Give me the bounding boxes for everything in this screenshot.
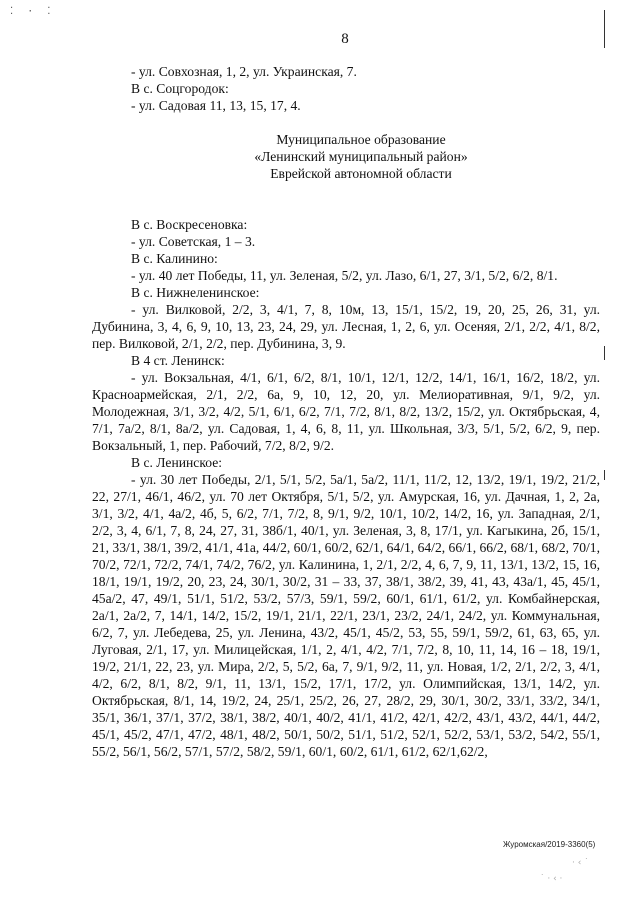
section-heading [92, 131, 600, 182]
page-number: 8 [341, 31, 349, 47]
heading-line: Муниципальное образование [276, 132, 446, 147]
heading-line: «Ленинский муниципальный район» [254, 149, 468, 164]
spacer [92, 182, 600, 199]
document-code: Журомская/2019-3360(5) [503, 840, 596, 849]
village-title: В с. Калинино: [131, 251, 218, 266]
scan-artifact: ⁚ · ⁚ [10, 6, 55, 17]
scan-artifact: ˙ · ‹ · [540, 874, 563, 884]
scan-artifact: · ‹ ˙ [572, 858, 589, 868]
text-line: В с. Соцгородок: [131, 81, 229, 96]
scan-edge-line [604, 470, 605, 480]
village-title: В с. Ленинское: [131, 455, 223, 470]
heading-line: Еврейской автономной области [270, 166, 452, 181]
document-body [92, 63, 600, 760]
text-line: - ул. Совхозная, 1, 2, ул. Украинская, 7. [131, 64, 357, 79]
street-list: - ул. Вокзальная, 4/1, 6/1, 6/2, 8/1, 10/1, 12/1, 12/2, 14/1, 16/1, 16/2, 18/2, ул. Красноармейская, 2/1, 2/2, 6а, 9, 10, 12, 20, ул. Мелиоративная, 9/1, 9/2, ул. Молодежная, 3/1, 3/2, 4/2, 5/1, 6/1, 6/2, 7/1, 7/2, 8/1, 8/2, 13/2, 15/2, ул. Октябрьская, 4, 7/1, 7а/2, 8/1, 8а/2, ул. Садовая, 1, 4, 6, 8, 11, ул. Школьная, 3/3, 5/1, 5/2, 6/2, 9, пер. Вокзальный, 1, пер. Рабочий, 7/2, 8/2, 9/2. [92, 370, 600, 453]
village-title: В с. Воскресеновка: [131, 217, 248, 232]
text-line: - ул. Садовая 11, 13, 15, 17, 4. [131, 98, 301, 113]
spacer [92, 199, 600, 216]
village-title: В с. Нижнеленинское: [131, 285, 260, 300]
street-list: - ул. 40 лет Победы, 11, ул. Зеленая, 5/2, ул. Лазо, 6/1, 27, 3/1, 5/2, 6/2, 8/1. [131, 268, 558, 283]
street-list: - ул. Советская, 1 – 3. [131, 234, 256, 249]
street-list: - ул. Вилковой, 2/2, 3, 4/1, 7, 8, 10м, 13, 15/1, 15/2, 19, 20, 25, 26, 31, ул. Дубинина, 3, 4, 6, 9, 10, 13, 23, 24, 29, ул. Лесная, 1, 2, 6, ул. Осеняя, 2/1, 2/2, 4/1, 8/2, пер. Вилковой, 2/1, 2/2, пер. Дубинина, 3, 9. [92, 302, 600, 351]
street-list: - ул. 30 лет Победы, 2/1, 5/1, 5/2, 5а/1, 5а/2, 11/1, 11/2, 12, 13/2, 19/1, 19/2, 21/2, 22, 27/1, 46/1, 46/2, ул. 70 лет Октября, 5/1, 5/2, ул. Амурская, 16, ул. Дачная, 1, 2, 2а, 3/1, 3/2, 4/1, 4а/2, 4б, 5, 6/2, 7/1, 7/2, 8, 9/1, 9/2, 10/1, 10/2, 14/2, 16, ул. Западная, 2/1, 2/2, 3, 4, 6/1, 7, 8, 24, 27, 31, 38б/1, 40/1, ул. Зеленая, 3, 8, 17/1, ул. Кагыкина, 2б, 15/1, 21, 33/1, 38/1, 39/2, 41/1, 41а, 44/2, 60/1, 60/2, 62/1, 64/1, 64/2, 66/1, 66/2, 68/1, 68/2, 70/1, 70/2, 72/1, 72/2, 74/1, 74/2, 76/2, ул. Калинина, 1, 2/1, 2/2, 4, 6, 7, 9, 11, 13/1, 13/2, 15, 16, 18/1, 19/1, 19/2, 20, 23, 24, 30/1, 30/2, 31 – 33, 37, 38/1, 38/2, 39, 41, 43, 43а/1, 45, 45/1, 45а/2, 47, 49/1, 51/1, 51/2, 53/2, 57/3, 59/1, 59/2, 60/1, 61/1, 61/2, ул. Комбайнерская, 2а/1, 2а/2, 7, 14/1, 14/2, 15/2, 19/1, 21/1, 22/1, 23/1, 23/2, 24/1, 24/2, ул. Коммунальная, 6/2, 7, ул. Лебедева, 25, ул. Ленина, 43/2, 45/1, 45/2, 53, 55, 59/1, 59/2, 61, 63, 65, ул. Луговая, 2/1, 17, ул. Милицейская, 1/1, 2, 4/1, 4/2, 7/1, 7/2, 8, 10, 11, 14, 16 – 18, 19/1, 19/2, 21/1, 22, 23, ул. Мира, 2/2, 5, 5/2, 6а, 7, 9/1, 9/2, 11, ул. Новая, 1/2, 2/1, 2/2, 3, 4/1, 4/2, 6/2, 8/1, 8/2, 9/1, 11, 13/1, 15/2, 17/1, 17/2, ул. Олимпийская, 13/1, 14/2, ул. Октябрьская, 8/1, 14, 19/2, 24, 25/1, 25/2, 26, 27, 28/2, 29, 30/1, 30/2, 33/1, 33/2, 34/1, 35/1, 36/1, 37/1, 37/2, 38/1, 38/2, 40/1, 40/2, 41/1, 41/2, 42/1, 42/2, 43/1, 43/2, 44/1, 44/2, 45/1, 45/2, 47/1, 47/2, 48/1, 48/2, 50/1, 50/2, 51/1, 51/2, 52/1, 52/2, 53/1, 53/2, 54/2, 55/1, 55/2, 56/1, 56/2, 57/1, 57/2, 58/2, 59/1, 60/1, 60/2, 61/1, 61/2, 62/1,62/2, [92, 472, 600, 759]
village-title: В 4 ст. Ленинск: [131, 353, 225, 368]
scan-edge-line [604, 346, 605, 360]
